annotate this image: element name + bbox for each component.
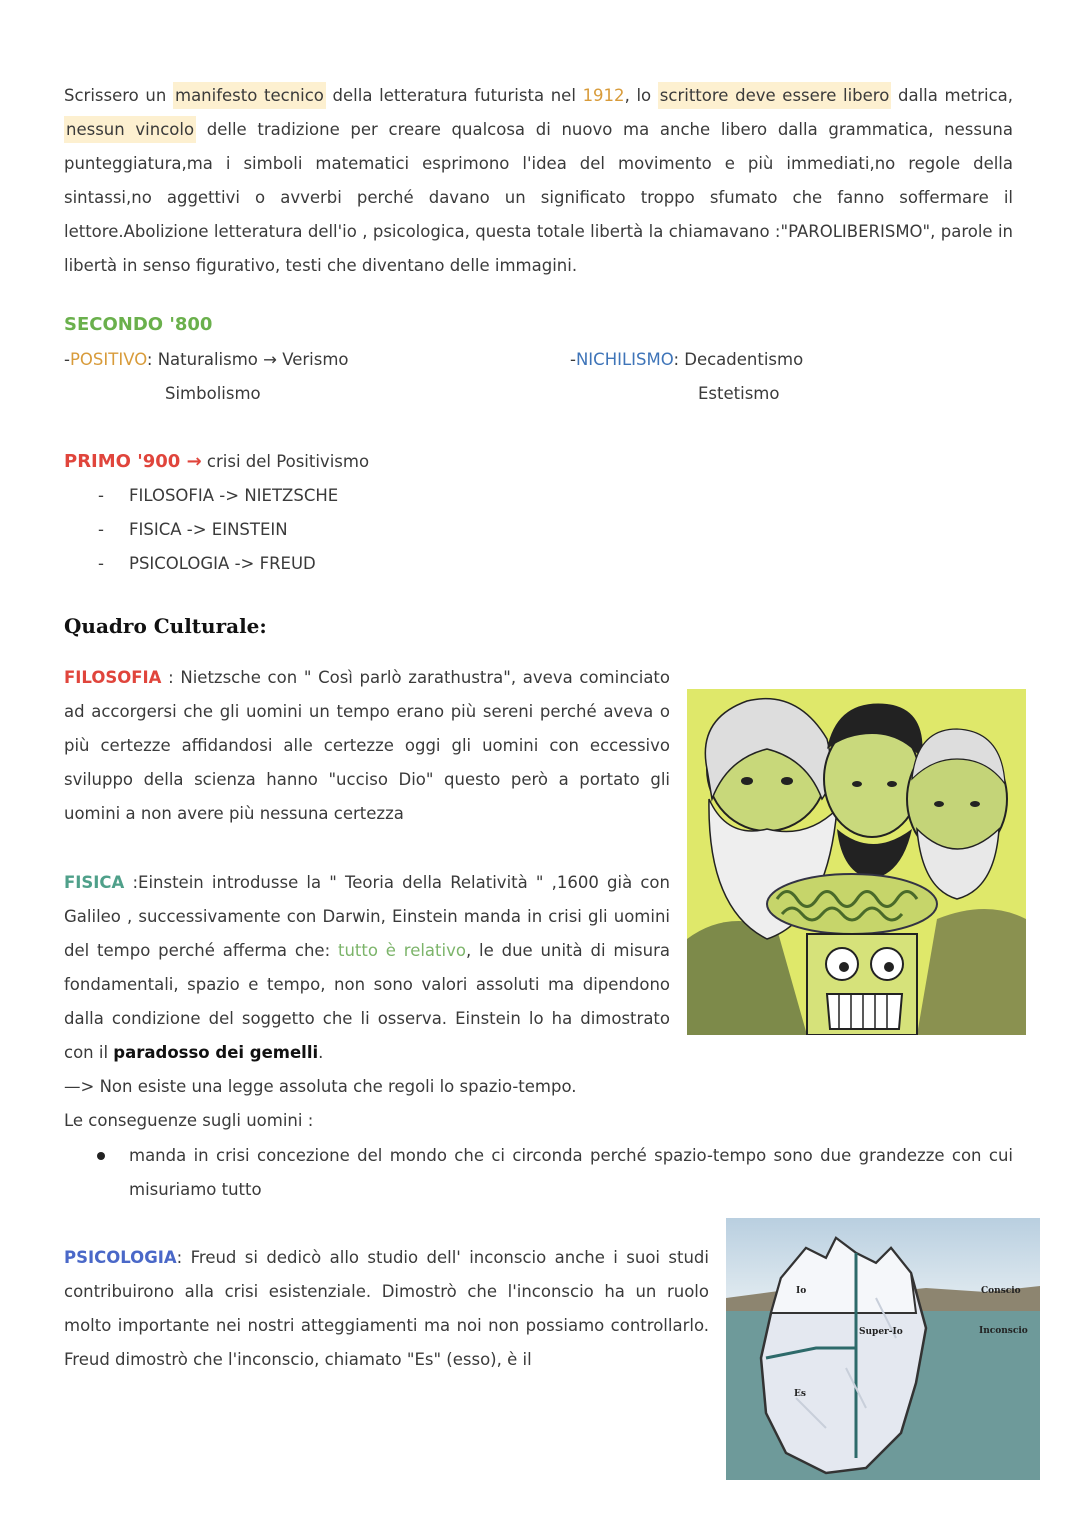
- iceberg-es-label: Es: [794, 1389, 806, 1399]
- intro-paragraph: [64, 79, 1013, 283]
- paradosso-gemelli: paradosso dei gemelli: [113, 1043, 319, 1062]
- item-filosofia: FILOSOFIA -> NIETZSCHE: [129, 486, 339, 505]
- nichilismo-line: [570, 343, 803, 377]
- dash: -: [98, 486, 104, 505]
- iceberg-image: [726, 1218, 1040, 1480]
- spazio-tempo-line: —> Non esiste una legge assoluta che regoli lo spazio-tempo.: [64, 1077, 577, 1096]
- intro-text-4: dalla metrica,: [891, 86, 1013, 105]
- filosofia-paragraph: [64, 661, 670, 831]
- list-item: [0, 547, 600, 581]
- iceberg-superio-label: Super-Io: [859, 1327, 903, 1337]
- thinkers-illustration: [687, 689, 1026, 1035]
- dash: -: [98, 520, 104, 539]
- primo-list: [0, 479, 600, 581]
- marx-nietzsche-freud-image: [687, 689, 1026, 1035]
- positivo-label: POSITIVO: [69, 350, 147, 369]
- quadro-title: Quadro Culturale:: [64, 614, 267, 638]
- iceberg-illustration: [726, 1218, 1040, 1480]
- primo-heading: PRIMO '900 →: [64, 451, 202, 472]
- estetismo: Estetismo: [698, 384, 780, 403]
- intro-text-3: , lo: [624, 86, 658, 105]
- iceberg-conscio-label: Conscio: [981, 1286, 1021, 1296]
- fisica-text-2: , le due unità di misura fondamentali, spazio e tempo, non sono valori assoluti ma dipendono dalla condizione del soggetto che li osserva. Einstein lo ha dimostrato con il: [64, 941, 670, 1062]
- dash: -: [64, 350, 70, 369]
- relativo-text: tutto è relativo: [337, 941, 466, 960]
- simbolismo: Simbolismo: [165, 384, 261, 403]
- fisica-label: FISICA: [64, 873, 125, 892]
- item-fisica: FISICA -> EINSTEIN: [129, 520, 288, 539]
- positivo-line: [64, 343, 349, 377]
- psicologia-label: PSICOLOGIA: [64, 1248, 177, 1267]
- fisica-text-3: .: [318, 1043, 324, 1062]
- dash: -: [98, 554, 104, 573]
- intro-text-5: delle tradizione per creare qualcosa di nuovo ma anche libero dalla grammatica, nessuna punteggiatura,ma i simboli matematici esprimono l'idea del movimento e più immediati,no regole della sintassi,no aggettivi o avverbi perché davano un significato troppo sfumato che fanno soffermare il lettore.Abolizione letteratura dell'io , psicologica, questa totale libertà la chiamavano :"PAROLIBERISMO", parole in libertà in senso figurativo, testi che diventano delle immagini.: [64, 120, 1013, 275]
- item-psicologia: PSICOLOGIA -> FREUD: [129, 554, 316, 573]
- psicologia-text: : Freud si dedicò allo studio dell' inconscio anche i suoi studi contribuirono alla crisi esistenziale. Dimostrò che l'inconscio ha un ruolo molto importante nei nostri atteggiamenti ma noi non possiamo controllarlo. Freud dimostrò che l'inconscio, chiamato "Es" (esso), è il: [64, 1248, 709, 1369]
- conseguenze-bullet: manda in crisi concezione del mondo che ci circonda perché spazio-tempo sono due grandezze con cui misuriamo tutto: [129, 1146, 1013, 1199]
- filosofia-text: : Nietzsche con " Così parlò zarathustra", aveva cominciato ad accorgersi che gli uomini un tempo erano più sereni perché aveva o più certezze affidandosi alle certezze oggi gli uomini con eccessivo sviluppo della scienza hanno "ucciso Dio" questo però a portato gli uomini a non avere più nessuna certezza: [64, 668, 670, 823]
- highlight-scrittore: scrittore deve essere libero: [658, 82, 892, 109]
- positivo-rest: : Naturalismo → Verismo: [146, 350, 349, 369]
- highlight-vincolo: nessun vincolo: [64, 116, 196, 143]
- secondo-heading: SECONDO '800: [64, 314, 213, 335]
- conseguenze-line: Le conseguenze sugli uomini :: [64, 1111, 314, 1130]
- fisica-paragraph: [64, 866, 670, 1070]
- psicologia-paragraph: [64, 1241, 709, 1377]
- bullet-dot: [97, 1152, 105, 1160]
- year-1912: 1912: [582, 86, 625, 105]
- dash: -: [570, 350, 576, 369]
- intro-text-2: della letteratura futurista nel: [325, 86, 583, 105]
- nichilismo-label: NICHILISMO: [575, 350, 674, 369]
- intro-text-1: Scrissero un: [64, 86, 173, 105]
- primo-rest: crisi del Positivismo: [201, 452, 370, 471]
- highlight-manifesto: manifesto tecnico: [173, 82, 326, 109]
- primo-line: [64, 445, 369, 479]
- filosofia-label: FILOSOFIA: [64, 668, 162, 687]
- iceberg-inconscio-label: Inconscio: [979, 1326, 1028, 1336]
- nichilismo-rest: : Decadentismo: [673, 350, 804, 369]
- list-item: [0, 479, 600, 513]
- iceberg-io-label: Io: [796, 1286, 807, 1296]
- list-item: [0, 513, 600, 547]
- fisica-text-1: :Einstein introdusse la " Teoria della Relatività " ,1600 già con Galileo , successivamente con Darwin, Einstein manda in crisi gli uomini del tempo perché afferma che:: [64, 873, 670, 960]
